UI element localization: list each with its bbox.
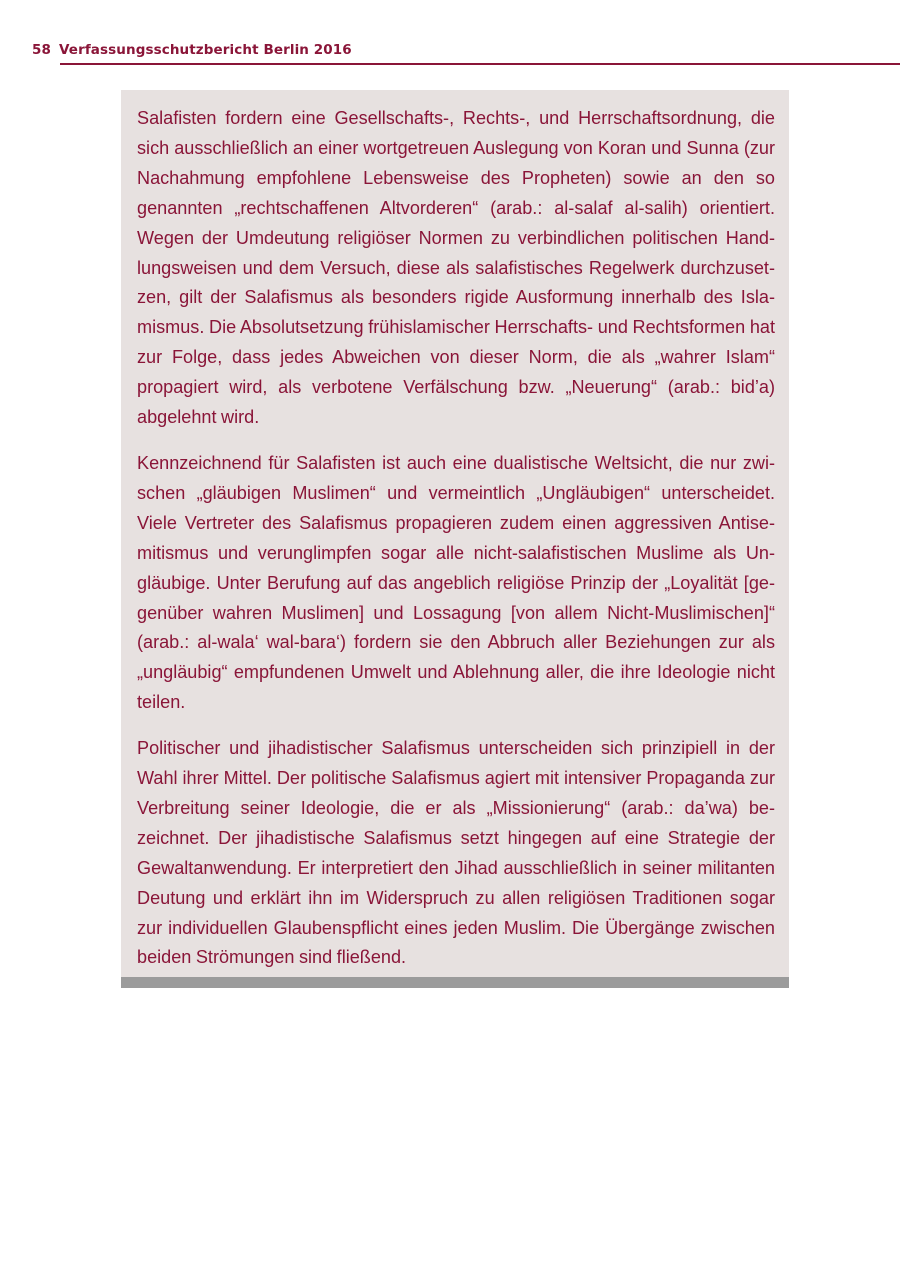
info-box-bottom-bar [121, 977, 789, 988]
publication-title: Verfassungsschutzbericht Berlin 2016 [59, 42, 352, 58]
header-text [32, 42, 352, 58]
running-header [32, 40, 900, 66]
paragraph-political-jihadist: Politischer und jihadistischer Salafismus unterscheiden sich prinzipiell in der Wahl ihrer Mittel. Der politische Salafismus agiert mit intensiver Propaganda zur Verbreitung seiner Ideologie, die er als „Missionierung“ (arab.: da’wa) bezeichnet. Der jihadistische Salafismus setzt hingegen auf eine Strategie der Gewaltanwendung. Er interpretiert den Jihad ausschließlich in seiner militanten Deutung und erklärt ihn im Widerspruch zu allen religiösen Traditionen sogar zur individuellen Glaubenspflicht eines jeden Muslim. Die Übergänge zwischen beiden Strömungen sind fließend. [137, 738, 775, 968]
info-box-content [137, 104, 775, 989]
info-box [121, 90, 789, 977]
paragraph-definition: Salafisten fordern eine Gesellschafts-, Rechts-, und Herrschaftsordnung, die sich ausschließlich an einer wortgetreuen Auslegung von Koran und Sunna (zur Nachahmung empfohlene Lebensweise des Propheten) sowie an den so genannten „rechtschaffenen Altvorderen“ (arab.: al-salaf al-salih) orientiert. Wegen der Umdeutung religiöser Normen zu verbindlichen politischen Handlungsweisen und dem Versuch, diese als salafistisches Regelwerk durchzusetzen, gilt der Salafismus als besonders rigide Ausformung innerhalb des Islamismus. Die Absolutsetzung frühislamischer Herrschafts- und Rechtsformen hat zur Folge, dass jedes Abweichen von dieser Norm, die als „wahrer Islam“ propagiert wird, als verbotene Verfälschung bzw. „Neuerung“ (arab.: bid’a) abgelehnt wird. [137, 108, 775, 428]
header-rule [60, 63, 900, 65]
page-number: 58 [32, 42, 51, 58]
paragraph-worldview: Kennzeichnend für Salafisten ist auch eine dualistische Weltsicht, die nur zwischen „gläubigen Muslimen“ und vermeintlich „Ungläubigen“ unterscheidet. Viele Vertreter des Salafismus propagieren zudem einen aggressiven Antisemitismus und verunglimpfen sogar alle nicht-salafistischen Muslime als Ungläubige. Unter Berufung auf das angeblich religiöse Prinzip der „Loyalität [gegenüber wahren Muslimen] und Lossagung [von allem Nicht-Muslimischen]“ (arab.: al-wala‘ wal-bara‘) fordern sie den Abbruch aller Beziehungen zur als „ungläubig“ empfundenen Umwelt und Ablehnung aller, die ihre Ideologie nicht teilen. [137, 452, 775, 713]
